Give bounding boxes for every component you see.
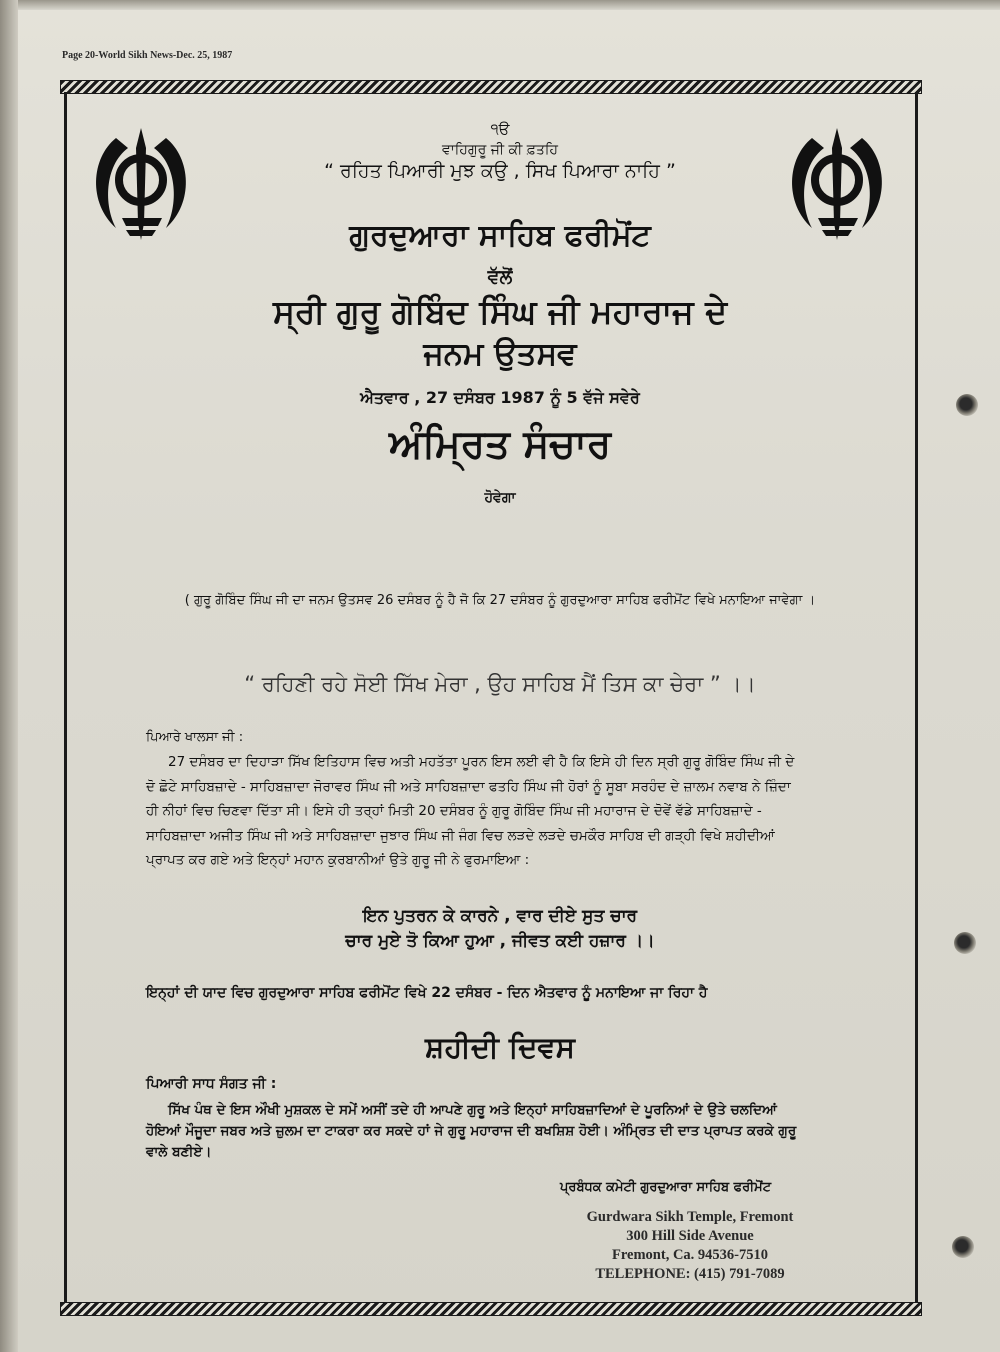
page-header: Page 20-World Sikh News-Dec. 25, 1987 <box>62 50 233 61</box>
decorative-border-right <box>915 92 918 1302</box>
decorative-border-bottom <box>60 1302 922 1316</box>
binder-hole-icon <box>954 932 976 954</box>
vahe-guru-line: ਵਾਹਿਗੁਰੂ ਜੀ ਕੀ ਫ਼ਤਹਿ <box>441 142 558 158</box>
binder-hole-icon <box>956 394 978 416</box>
committee-signature: ਪ੍ਰਬੰਧਕ ਕਮੇਟੀ ਗੁਰਦੁਆਰਾ ਸਾਹਿਬ ਫਰੀਮੋਂਟ <box>560 1180 772 1195</box>
page-edge-left <box>0 0 18 1352</box>
rahit-quote: “ ਰਹਿਤ ਪਿਆਰੀ ਮੁਝ ਕਉ , ਸਿਖ ਪਿਆਰਾ ਨਾਹਿ ” <box>324 160 676 182</box>
salutation-khalsa: ਪਿਆਰੇ ਖਾਲਸਾ ਜੀ : <box>146 730 244 745</box>
hovega-text: ਹੋਵੇਗਾ <box>484 490 516 506</box>
event-title-line1: ਸ੍ਰੀ ਗੁਰੂ ਗੋਬਿੰਦ ਸਿੰਘ ਜੀ ਮਹਾਰਾਜ ਦੇ <box>272 292 728 331</box>
address-line-1: Gurdwara Sikh Temple, Fremont <box>586 1209 794 1225</box>
salutation-sangat: ਪਿਆਰੀ ਸਾਧ ਸੰਗਤ ਜੀ : <box>146 1076 277 1092</box>
vallon-text: ਵੱਲੋਂ <box>487 266 513 288</box>
event-title-line2: ਜਨਮ ਉਤਸਵ <box>423 336 577 372</box>
birthday-note: ( ਗੁਰੂ ਗੋਬਿੰਦ ਸਿੰਘ ਜੀ ਦਾ ਜਨਮ ਉਤਸਵ 26 ਦਸੰਬਰ ਨੂੰ ਹੈ ਜੋ ਕਿ 27 ਦਸੰਬਰ ਨੂੰ ਗੁਰਦੁਆਰਾ ਸਾਹਿਬ ਫਰੀਮੋਂਟ ਵਿਖੇ ਮਨਾਇਆ ਜਾਵੇਗਾ । <box>184 593 816 608</box>
decorative-border-top <box>60 80 922 94</box>
remembrance-line: ਇਨ੍ਹਾਂ ਦੀ ਯਾਦ ਵਿਚ ਗੁਰਦੁਆਰਾ ਸਾਹਿਬ ਫਰੀਮੋਂਟ ਵਿਖੇ 22 ਦਸੰਬਰ - ਦਿਨ ਐਤਵਾਰ ਨੂੰ ਮਨਾਇਆ ਜਾ ਰਿਹਾ ਹੈ <box>146 985 708 1001</box>
ik-onkar-heading: ੧ੳ <box>490 120 510 138</box>
binder-hole-icon <box>952 1236 974 1258</box>
appeal-paragraph: ਸਿੱਖ ਪੰਥ ਦੇ ਇਸ ਔਖੀ ਮੁਸ਼ਕਲ ਦੇ ਸਮੇਂ ਅਸੀਂ ਤਦੇ ਹੀ ਆਪਣੇ ਗੁਰੂ ਅਤੇ ਇਨ੍ਹਾਂ ਸਾਹਿਬਜ਼ਾਦਿਆਂ ਦੇ ਪੂਰਨਿਆਂ ਦੇ ਉਤੇ ਚਲਦਿਆਂ ਹੋਇਆਂ ਮੌਜੂਦਾ ਜਬਰ ਅਤੇ ਜ਼ੁਲਮ ਦਾ ਟਾਕਰਾ ਕਰ ਸਕਦੇ ਹਾਂ ਜੇ ਗੁਰੂ ਮਹਾਰਾਜ ਦੀ ਬਖਸ਼ਿਸ਼ ਹੋਈ। ਅੰਮ੍ਰਿਤ ਦੀ ਦਾਤ ਪ੍ਰਾਪਤ ਕਰਕੇ ਗੁਰੂ ਵਾਲੇ ਬਣੀਏ। <box>146 1102 797 1160</box>
verse-line-2: ਚਾਰ ਮੁਏ ਤੋ ਕਿਆ ਹੁਆ , ਜੀਵਤ ਕਈ ਹਜ਼ਾਰ ।। <box>345 931 655 951</box>
event-date: ਐਤਵਾਰ , 27 ਦਸੰਬਰ 1987 ਨੂੰ 5 ਵੱਜੇ ਸਵੇਰੇ <box>360 388 640 407</box>
decorative-border-left <box>64 92 67 1302</box>
page-edge-top <box>0 0 1000 10</box>
gurdwara-title: ਗੁਰਦੁਆਰਾ ਸਾਹਿਬ ਫਰੀਮੋਂਟ <box>349 218 651 253</box>
address-line-2: 300 Hill Side Avenue <box>626 1228 754 1244</box>
rahini-quote: “ ਰਹਿਣੀ ਰਹੇ ਸੋਈ ਸਿੱਖ ਮੇਰਾ , ਉਹ ਸਾਹਿਬ ਮੈਂ ਤਿਸ ਕਾ ਚੇਰਾ ” ।। <box>244 672 756 696</box>
shaheedi-divas-title: ਸ਼ਹੀਦੀ ਦਿਵਸ <box>425 1030 575 1064</box>
verse-line-1: ਇਨ ਪੁਤਰਨ ਕੇ ਕਾਰਨੇ , ਵਾਰ ਦੀਏ ਸੁਤ ਚਾਰ <box>362 906 638 926</box>
address-line-3: Fremont, Ca. 94536-7510 <box>612 1247 768 1263</box>
history-paragraph: 27 ਦਸੰਬਰ ਦਾ ਦਿਹਾੜਾ ਸਿੱਖ ਇਤਿਹਾਸ ਵਿਚ ਅਤੀ ਮਹਤੱਤਾ ਪੂਰਨ ਇਸ ਲਈ ਵੀ ਹੈ ਕਿ ਇਸੇ ਹੀ ਦਿਨ ਸ੍ਰੀ ਗੁਰੂ ਗੋਬਿੰਦ ਸਿੰਘ ਜੀ ਦੇ ਦੋ ਛੋਟੇ ਸਾਹਿਬਜ਼ਾਦੇ - ਸਾਹਿਬਜ਼ਾਦਾ ਜੋਰਾਵਰ ਸਿੰਘ ਜੀ ਅਤੇ ਸਾਹਿਬਜ਼ਾਦਾ ਫਤਹਿ ਸਿੰਘ ਜੀ ਹੋਰਾਂ ਨੂੰ ਸੂਬਾ ਸਰਹੰਦ ਦੇ ਜ਼ਾਲਮ ਨਵਾਬ ਨੇ ਜ਼ਿੰਦਾ ਹੀ ਨੀਹਾਂ ਵਿਚ ਚਿਣਵਾ ਦਿੱਤਾ ਸੀ। ਇਸੇ ਹੀ ਤਰ੍ਹਾਂ ਮਿਤੀ 20 ਦਸੰਬਰ ਨੂੰ ਗੁਰੂ ਗੋਬਿੰਦ ਸਿੰਘ ਜੀ ਮਹਾਰਾਜ ਦੇ ਦੋਵੇਂ ਵੱਡੇ ਸਾਹਿਬਜ਼ਾਦੇ - ਸਾਹਿਬਜ਼ਾਦਾ ਅਜੀਤ ਸਿੰਘ ਜੀ ਅਤੇ ਸਾਹਿਬਜ਼ਾਦਾ ਜੁਝਾਰ ਸਿੰਘ ਜੀ ਜੰਗ ਵਿਚ ਲੜਦੇ ਲੜਦੇ ਚਮਕੌਰ ਸਾਹਿਬ ਦੀ ਗੜ੍ਹੀ ਵਿਖੇ ਸ਼ਹੀਦੀਆਂ ਪ੍ਰਾਪਤ ਕਰ ਗਏ ਅਤੇ ਇਨ੍ਹਾਂ ਮਹਾਨ ਕੁਰਬਾਨੀਆਂ ਉਤੇ ਗੁਰੂ ਜੀ ਨੇ ਫੁਰਮਾਇਆ : <box>146 754 795 868</box>
address-block <box>560 1208 820 1284</box>
address-line-4: TELEPHONE: (415) 791-7089 <box>595 1266 785 1282</box>
amrit-sanchar-title: ਅੰਮ੍ਰਿਤ ਸੰਚਾਰ <box>388 422 612 467</box>
